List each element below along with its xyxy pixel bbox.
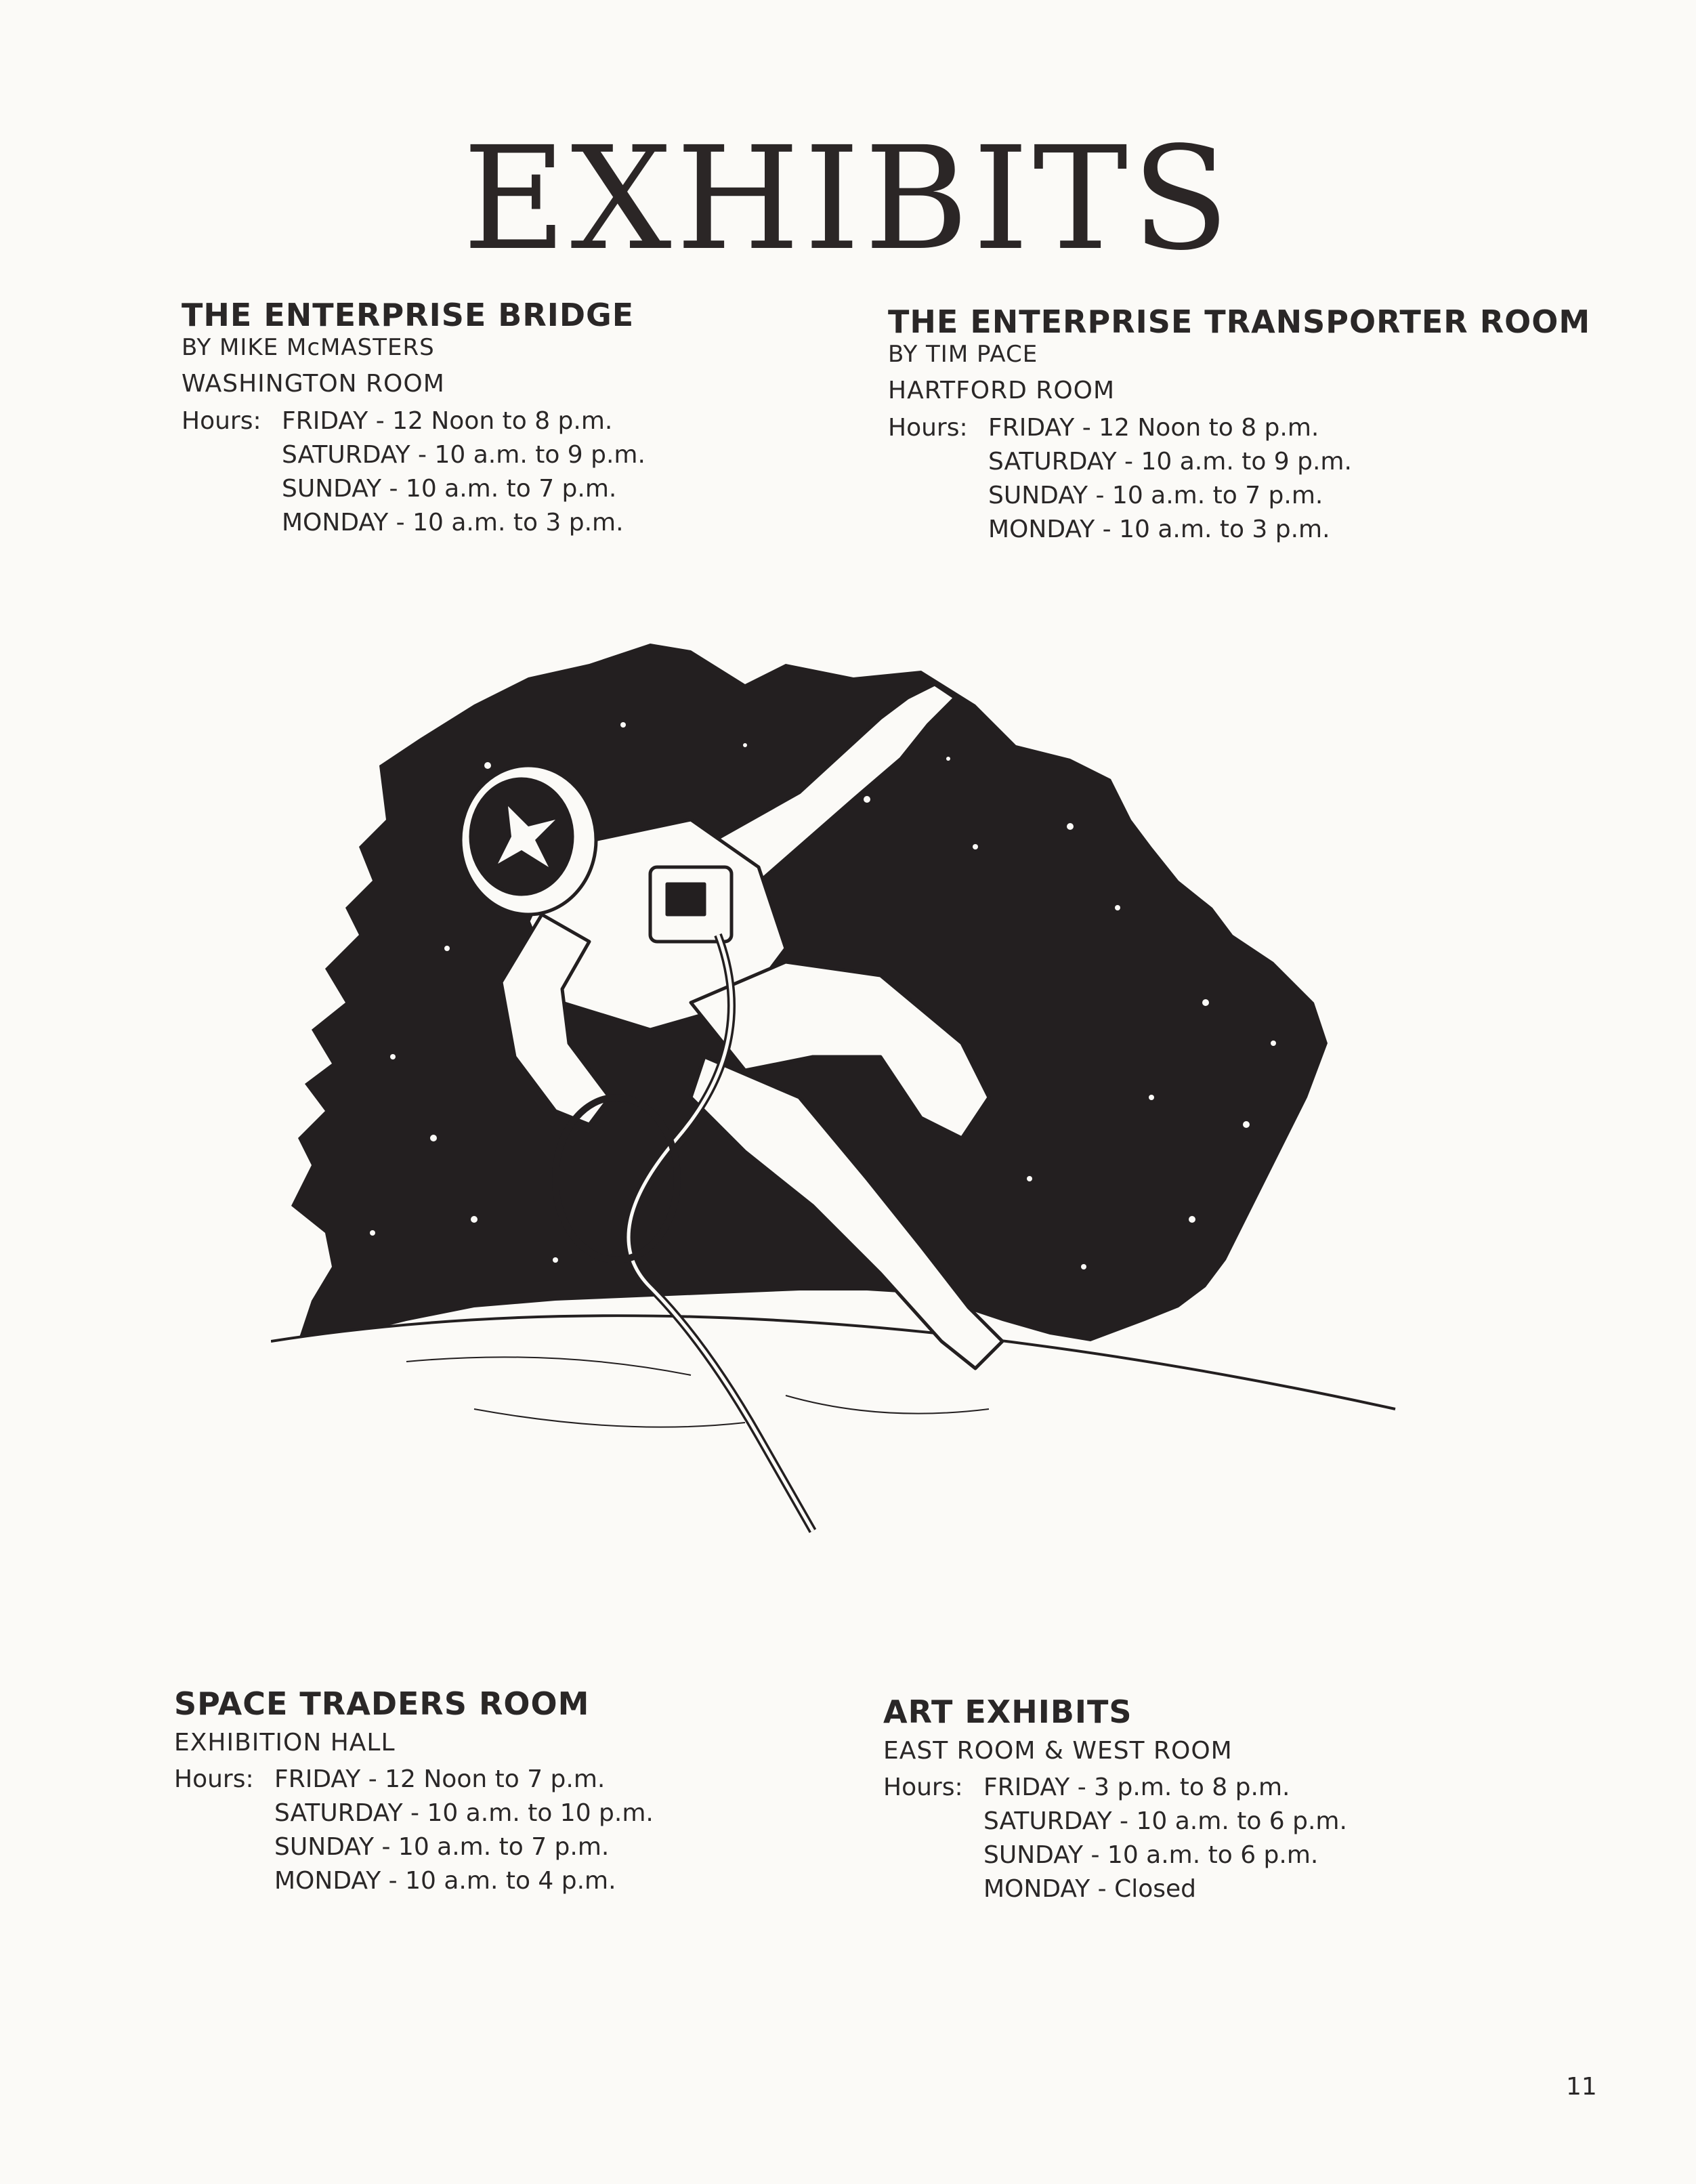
- hours-friday: FRIDAY - 12 Noon to 8 p.m.: [282, 406, 613, 435]
- exhibit-art-exhibits: [883, 1695, 1347, 1906]
- hours-label: Hours:: [182, 406, 261, 435]
- hours-monday: MONDAY - Closed: [983, 1875, 1197, 1904]
- planet-surface: [271, 1316, 1409, 1592]
- hours-label: Hours:: [883, 1773, 963, 1802]
- hours-friday: FRIDAY - 12 Noon to 8 p.m.: [988, 413, 1319, 442]
- hours-monday: MONDAY - 10 a.m. to 3 p.m.: [282, 508, 624, 537]
- astronaut-spacewalk-illustration: [271, 623, 1409, 1592]
- hours-block: [182, 404, 645, 540]
- exhibit-name: THE ENTERPRISE BRIDGE: [182, 297, 635, 333]
- hours-block: [883, 1771, 1347, 1906]
- hours-sunday: SUNDAY - 10 a.m. to 7 p.m.: [282, 474, 617, 503]
- exhibit-name: ART EXHIBITS: [883, 1694, 1132, 1730]
- hours-label: Hours:: [888, 413, 968, 442]
- hours-list: [983, 1771, 1347, 1906]
- exhibit-room: HARTFORD ROOM: [888, 376, 1116, 404]
- exhibit-author: BY MIKE McMASTERS: [182, 333, 435, 361]
- exhibit-author: BY TIM PACE: [888, 340, 1038, 368]
- exhibit-space-traders-room: [174, 1687, 654, 1898]
- hours-block: [888, 411, 1590, 547]
- hours-list: [274, 1763, 654, 1898]
- hours-saturday: SATURDAY - 10 a.m. to 6 p.m.: [983, 1807, 1347, 1836]
- exhibit-enterprise-bridge: [182, 298, 645, 540]
- page-title: EXHIBITS: [462, 115, 1234, 282]
- hours-saturday: SATURDAY - 10 a.m. to 9 p.m.: [282, 440, 645, 469]
- exhibit-room: EAST ROOM & WEST ROOM: [883, 1736, 1233, 1765]
- hours-monday: MONDAY - 10 a.m. to 4 p.m.: [274, 1867, 616, 1895]
- exhibit-name: SPACE TRADERS ROOM: [174, 1685, 590, 1722]
- hours-sunday: SUNDAY - 10 a.m. to 6 p.m.: [983, 1841, 1319, 1870]
- hours-sunday: SUNDAY - 10 a.m. to 7 p.m.: [988, 481, 1323, 509]
- page-number: 11: [1566, 2073, 1597, 2101]
- hours-block: [174, 1763, 654, 1898]
- hours-saturday: SATURDAY - 10 a.m. to 10 p.m.: [274, 1799, 654, 1828]
- hours-label: Hours:: [174, 1765, 254, 1794]
- hours-sunday: SUNDAY - 10 a.m. to 7 p.m.: [274, 1833, 610, 1862]
- hours-friday: FRIDAY - 3 p.m. to 8 p.m.: [983, 1773, 1290, 1802]
- exhibit-room: EXHIBITION HALL: [174, 1728, 396, 1757]
- exhibit-room: WASHINGTON ROOM: [182, 369, 445, 398]
- hours-list: [282, 404, 645, 540]
- exhibit-enterprise-transporter-room: [888, 305, 1590, 547]
- hours-friday: FRIDAY - 12 Noon to 7 p.m.: [274, 1765, 606, 1794]
- hours-saturday: SATURDAY - 10 a.m. to 9 p.m.: [988, 447, 1352, 476]
- exhibit-name: THE ENTERPRISE TRANSPORTER ROOM: [888, 303, 1591, 340]
- hours-monday: MONDAY - 10 a.m. to 3 p.m.: [988, 515, 1330, 543]
- hours-list: [988, 411, 1352, 547]
